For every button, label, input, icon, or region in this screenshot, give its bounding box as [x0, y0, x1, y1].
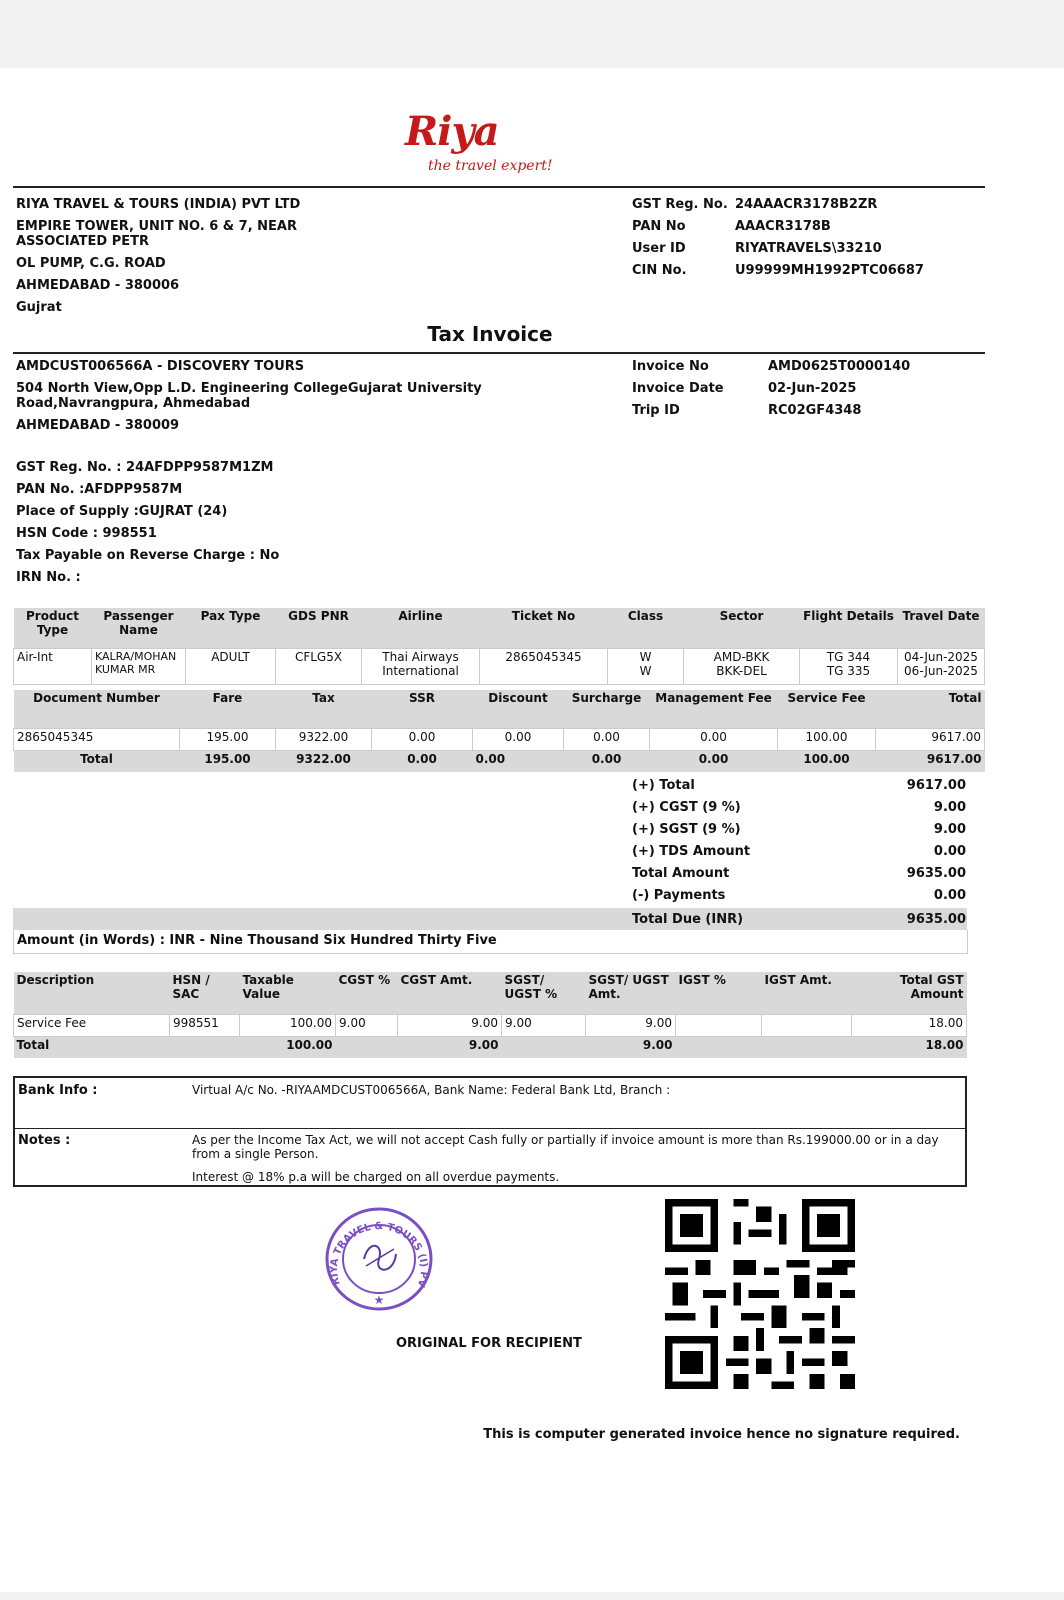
notes-box [13, 1128, 967, 1187]
title-rule [13, 352, 985, 354]
company-id-row: User ID RIYATRAVELS\33210 [632, 241, 882, 256]
table-row: Air-Int KALRA/MOHAN KUMAR MR ADULT CFLG5X Thai Airways International 2865045345 W W AMD-BKK BKK-DEL TG 344 TG 335 04-Jun-2025 06-Jun-2025 [14, 648, 985, 684]
original-for-recipient: ORIGINAL FOR RECIPIENT [396, 1336, 582, 1351]
gst-table [13, 972, 967, 1058]
bank-text: Virtual A/c No. -RIYAAMDCUST006566A, Bank Name: Federal Bank Ltd, Branch : [192, 1083, 671, 1097]
customer-address2: AHMEDABAD - 380009 [16, 418, 180, 433]
gst-total-row: Total 100.00 9.00 9.00 18.00 [14, 1036, 967, 1058]
ticket-table-header: Product Type Passenger Name Pax Type GDS PNR Airline Ticket No Class Sector Flight Details Travel Date [14, 608, 985, 648]
customer-pan: PAN No. :AFDPP9587M [16, 482, 183, 497]
bank-info-box [13, 1076, 967, 1129]
company-state: Gujrat [16, 300, 62, 315]
company-address3: AHMEDABAD - 380006 [16, 278, 180, 293]
company-name: RIYA TRAVEL & TOURS (INDIA) PVT LTD [16, 197, 301, 212]
customer-irn: IRN No. : [16, 570, 81, 585]
company-address1: EMPIRE TOWER, UNIT NO. 6 & 7, NEAR ASSOCIATED PETR [16, 219, 298, 249]
notes-line2: Interest @ 18% p.a will be charged on all overdue payments. [192, 1170, 560, 1184]
customer-block [16, 359, 601, 585]
company-stamp [324, 1204, 434, 1314]
customer-name: AMDCUST006566A - DISCOVERY TOURS [16, 359, 305, 374]
fare-total-row: Total 195.00 9322.00 0.00 0.00 0.00 0.00 100.00 9617.00 [14, 750, 985, 772]
summary-row: (+) CGST (9 %) 9.00 [632, 800, 966, 815]
footer-note: This is computer generated invoice hence no signature required. [483, 1427, 960, 1442]
page-title: Tax Invoice [427, 322, 553, 346]
bank-label: Bank Info : [18, 1083, 98, 1098]
table-row: 2865045345 195.00 9322.00 0.00 0.00 0.00 0.00 100.00 9617.00 [14, 728, 985, 750]
ticket-table [13, 608, 985, 685]
notes-label: Notes : [18, 1133, 71, 1148]
fare-table [13, 690, 985, 772]
customer-address1: 504 North View,Opp L.D. Engineering CollegeGujarat University Road,Navrangpura, Ahmedabad [16, 381, 482, 411]
summary-block [632, 778, 966, 910]
gst-table-header: Description HSN / SAC Taxable Value CGST % CGST Amt. SGST/ UGST % SGST/ UGST Amt. IGST % IGST Amt. Total GST Amount [14, 972, 967, 1014]
invoice-info-row: Invoice Date 02-Jun-2025 [632, 381, 857, 396]
header-rule [13, 186, 985, 188]
customer-supply: Place of Supply :GUJRAT (24) [16, 504, 228, 519]
customer-gst: GST Reg. No. : 24AFDPP9587M1ZM [16, 460, 274, 475]
invoice-info-row: Trip ID RC02GF4348 [632, 403, 862, 418]
summary-row: (+) TDS Amount 0.00 [632, 844, 966, 859]
fare-table-header: Document Number Fare Tax SSR Discount Surcharge Management Fee Service Fee Total [14, 690, 985, 728]
svg-text:RIYA TRAVEL & TOURS (I) PVT LT: RIYA TRAVEL & TOURS (I) PV [328, 1221, 430, 1289]
invoice-info [632, 359, 972, 425]
amount-in-words: Amount (in Words) : INR - Nine Thousand Six Hundred Thirty Five [13, 930, 968, 954]
riya-logo [400, 108, 560, 183]
invoice-info-row: Invoice No AMD0625T0000140 [632, 359, 911, 374]
company-id-row: GST Reg. No. 24AAACR3178B2ZR [632, 197, 878, 212]
total-due-row: Total Due (INR) 9635.00 [632, 912, 966, 927]
summary-row: (+) Total 9617.00 [632, 778, 966, 793]
stamp-icon [324, 1204, 434, 1314]
total-due-bar [13, 908, 967, 930]
invoice-page [0, 68, 1064, 1592]
qr-icon [665, 1199, 855, 1389]
logo-brand: Riya [405, 108, 499, 155]
company-ids [632, 197, 972, 285]
company-address2: OL PUMP, C.G. ROAD [16, 256, 166, 271]
summary-row: (-) Payments 0.00 [632, 888, 966, 903]
svg-text:★: ★ [373, 1293, 385, 1307]
company-id-row: PAN No AAACR3178B [632, 219, 831, 234]
summary-row: (+) SGST (9 %) 9.00 [632, 822, 966, 837]
customer-hsn: HSN Code : 998551 [16, 526, 157, 541]
customer-reverse: Tax Payable on Reverse Charge : No [16, 548, 280, 563]
summary-row: Total Amount 9635.00 [632, 866, 966, 881]
company-block [16, 197, 306, 315]
notes-line1: As per the Income Tax Act, we will not accept Cash fully or partially if invoice amount is more than Rs.199000.00 or in a day from a single Person. [192, 1133, 939, 1161]
company-id-row: CIN No. U99999MH1992PTC06687 [632, 263, 924, 278]
qr-code [665, 1199, 855, 1389]
logo-tagline: the travel expert! [428, 158, 553, 174]
table-row: Service Fee 998551 100.00 9.00 9.00 9.00 9.00 18.00 [14, 1014, 967, 1036]
